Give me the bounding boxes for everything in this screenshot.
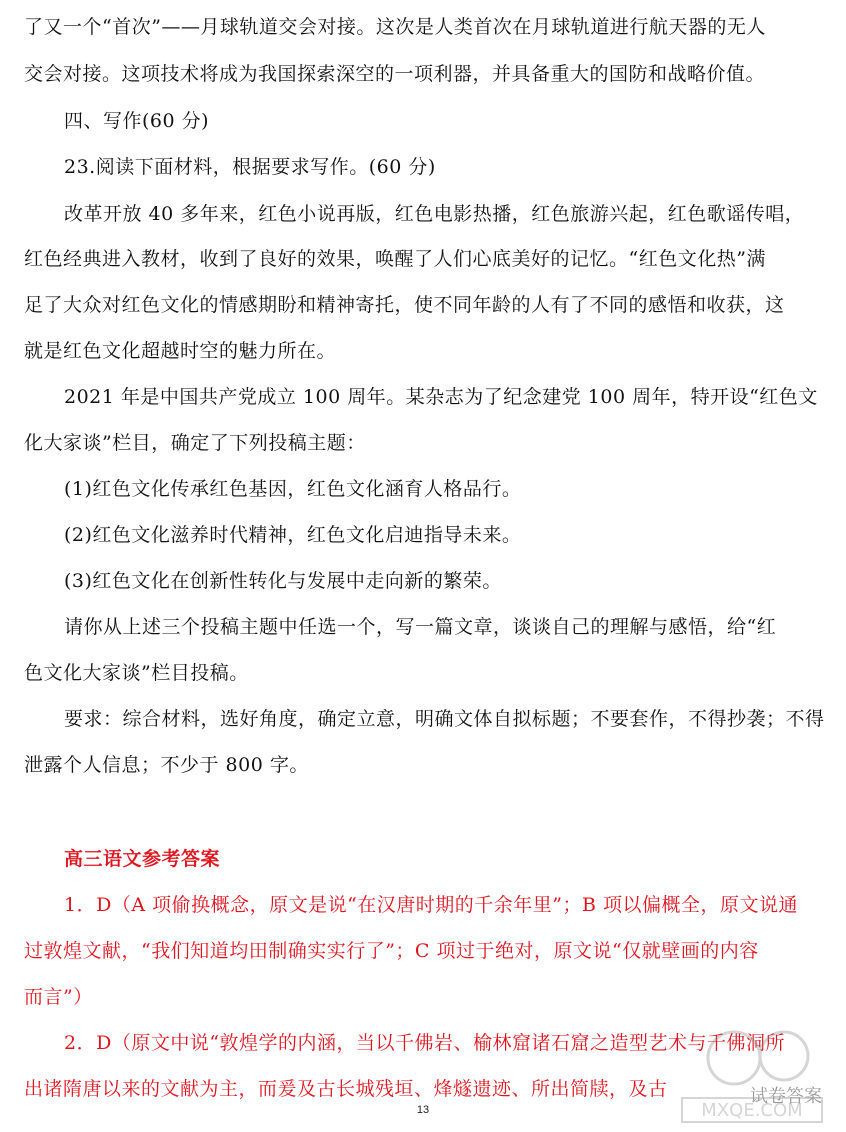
requirement-line-1: 要求：综合材料，选好角度，确定立意，明确文体自拟标题；不要套作，不得抄袭；不得: [64, 708, 825, 730]
answer-line-4: 2．D（原文中说“敦煌学的内涵，当以千佛岩、榆林窟诸石窟之造型艺术与千佛洞所: [64, 1032, 786, 1054]
material-line-5: 2021 年是中国共产党成立 100 周年。某杂志为了纪念建党 100 周年，特开设“红色文: [64, 386, 818, 408]
instruction-line-1: 请你从上述三个投稿主题中任选一个，写一篇文章，谈谈自己的理解与感悟，给“红: [64, 616, 777, 638]
material-line-4: 就是红色文化超越时空的魅力所在。: [24, 340, 337, 362]
topic-option-3: (3)红色文化在创新性转化与发展中走向新的繁荣。: [64, 570, 502, 592]
answer-line-1: 1．D（A 项偷换概念，原文是说“在汉唐时期的千余年里”；B 项以偏概全，原文说通: [64, 894, 799, 916]
material-line-6: 化大家谈”栏目，确定了下列投稿主题：: [24, 432, 366, 454]
watermark-text: 试卷答案: [750, 1086, 822, 1107]
answers-heading: 高三语文参考答案: [64, 848, 221, 870]
section-heading-writing: 四、写作(60 分): [64, 110, 210, 132]
body-line-2: 交会对接。这项技术将成为我国探索深空的一项利器，并具备重大的国防和战略价值。: [24, 63, 766, 85]
body-line-1: 了又一个“首次”——月球轨道交会对接。这次是人类首次在月球轨道进行航天器的无人: [24, 16, 766, 38]
instruction-line-2: 色文化大家谈”栏目投稿。: [24, 662, 249, 684]
topic-option-1: (1)红色文化传承红色基因，红色文化涵育人格品行。: [64, 478, 522, 500]
page-number: 13: [416, 1104, 430, 1116]
material-line-1: 改革开放 40 多年来，红色小说再版，红色电影热播，红色旅游兴起，红色歌谣传唱，: [64, 203, 805, 225]
topic-option-2: (2)红色文化滋养时代精神，红色文化启迪指导未来。: [64, 524, 522, 546]
question-23-prompt: 23.阅读下面材料，根据要求写作。(60 分): [64, 156, 436, 178]
material-line-3: 足了大众对红色文化的情感期盼和精神寄托，使不同年龄的人有了不同的感悟和收获，这: [24, 294, 785, 316]
material-line-2: 红色经典进入教材，收到了良好的效果，唤醒了人们心底美好的记忆。“红色文化热”满: [24, 248, 766, 270]
watermark-label: MXQE.COM: [701, 1100, 803, 1121]
requirement-line-2: 泄露个人信息；不少于 800 字。: [24, 754, 309, 776]
answer-line-3: 而言”）: [24, 986, 93, 1008]
answer-line-2: 过敦煌文献，“我们知道均田制确实实行了”；C 项过于绝对，原文说“仅就壁画的内容: [24, 940, 759, 962]
answer-line-5: 出诸隋唐以来的文献为主，而爰及古长城残垣、烽燧遗迹、所出简牍，及古: [24, 1078, 668, 1100]
watermark-logo-icon: [672, 1012, 832, 1130]
